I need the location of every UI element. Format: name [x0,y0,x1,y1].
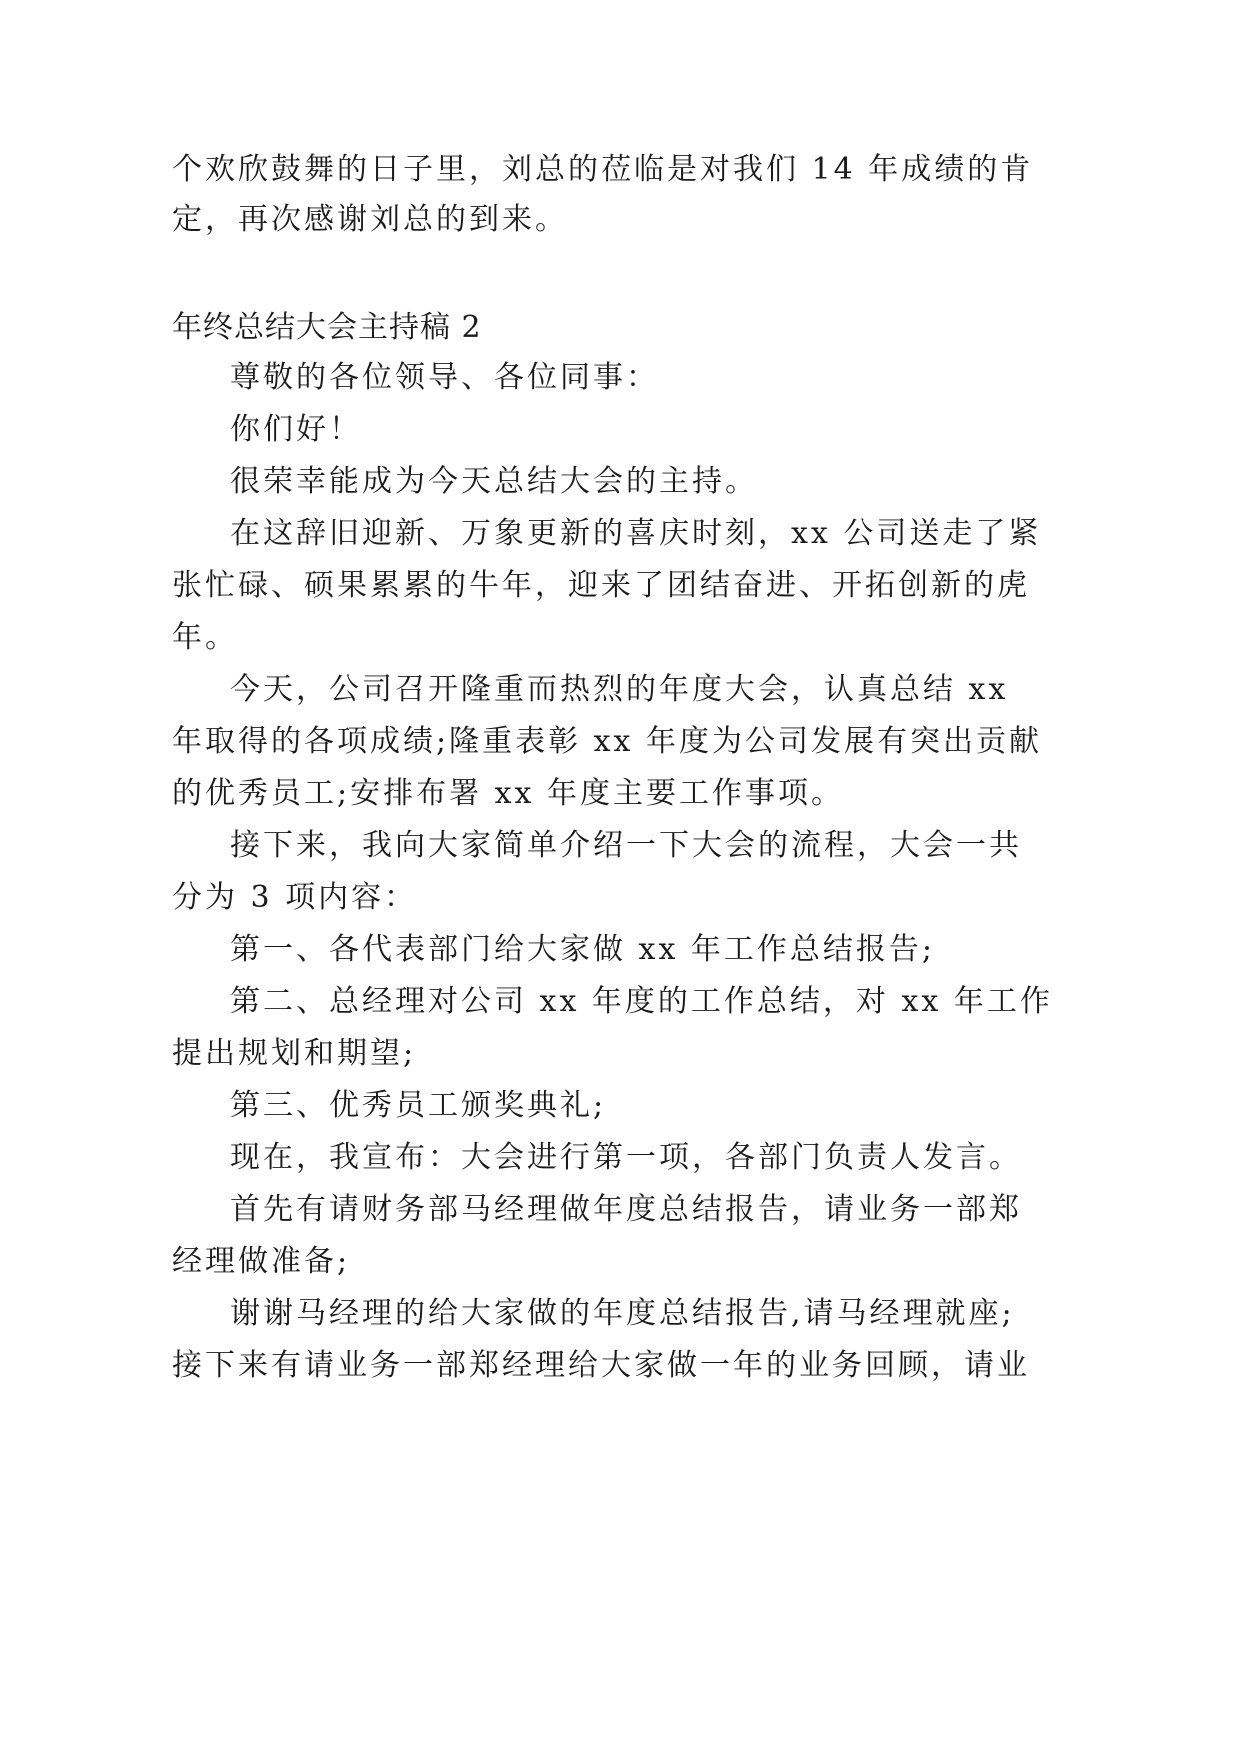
text-line: 经理做准备; [172,1244,351,1279]
text-line: 年。 [172,620,238,655]
agenda-item: 第三、优秀员工颁奖典礼; [230,1088,607,1123]
text-line: 接下来有请业务一部郑经理给大家做一年的业务回顾，请业 [172,1348,1030,1383]
section-heading: 年终总结大会主持稿 2 [172,310,482,345]
text-line: 年取得的各项成绩;隆重表彰 xx 年度为公司发展有突出贡献 [172,724,1043,759]
text-line: 今天，公司召开隆重而热烈的年度大会，认真总结 xx [230,672,1009,707]
text-line: 提出规划和期望; [172,1036,417,1071]
agenda-item: 第二、总经理对公司 xx 年度的工作总结，对 xx 年工作 [230,984,1053,1019]
text-line: 分为 3 项内容： [172,880,418,915]
text-line: 现在，我宣布：大会进行第一项，各部门负责人发言。 [230,1140,1022,1175]
text-line: 定，再次感谢刘总的到来。 [172,202,568,237]
text-line: 很荣幸能成为今天总结大会的主持。 [230,464,758,499]
greeting: 你们好！ [230,412,362,447]
text-line: 张忙碌、硕果累累的牛年，迎来了团结奋进、开拓创新的虎 [172,568,1030,603]
text-line: 接下来，我向大家简单介绍一下大会的流程，大会一共 [230,828,1022,863]
agenda-item: 第一、各代表部门给大家做 xx 年工作总结报告; [230,932,936,967]
text-line: 个欢欣鼓舞的日子里，刘总的莅临是对我们 14 年成绩的肯 [172,152,1034,187]
text-line: 在这辞旧迎新、万象更新的喜庆时刻，xx 公司送走了紧 [230,516,1042,551]
text-line: 的优秀员工;安排布署 xx 年度主要工作事项。 [172,776,845,811]
salutation: 尊敬的各位领导、各位同事： [230,360,659,395]
text-line: 谢谢马经理的给大家做的年度总结报告,请马经理就座; [230,1296,1015,1331]
text-line: 首先有请财务部马经理做年度总结报告，请业务一部郑 [230,1192,1022,1227]
